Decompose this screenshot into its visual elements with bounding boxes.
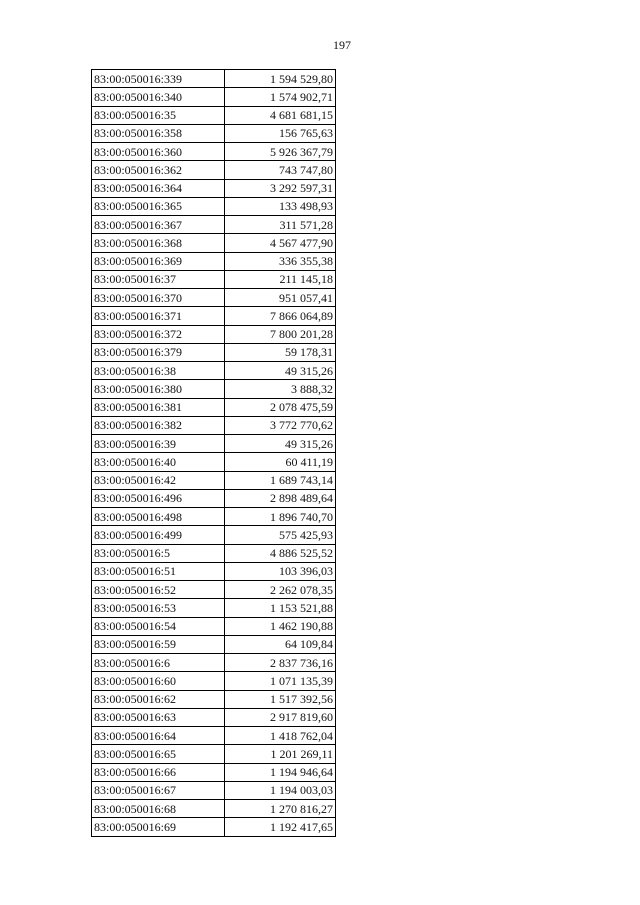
table-row [92, 708, 336, 726]
cadastral-number-cell: 83:00:050016:358 [92, 124, 225, 142]
cadastral-number-cell: 83:00:050016:42 [92, 471, 225, 489]
value-cell: 64 109,84 [225, 635, 336, 653]
value-cell: 1 517 392,56 [225, 690, 336, 708]
cadastral-number-cell: 83:00:050016:380 [92, 380, 225, 398]
table-row [92, 471, 336, 489]
cadastral-number-cell: 83:00:050016:339 [92, 70, 225, 88]
value-cell: 951 057,41 [225, 289, 336, 307]
table-row [92, 124, 336, 142]
value-cell: 5 926 367,79 [225, 143, 336, 161]
cadastral-number-cell: 83:00:050016:360 [92, 143, 225, 161]
value-cell: 1 418 762,04 [225, 727, 336, 745]
table-row [92, 781, 336, 799]
value-cell: 575 425,93 [225, 526, 336, 544]
cadastral-number-cell: 83:00:050016:6 [92, 654, 225, 672]
value-cell: 1 153 521,88 [225, 599, 336, 617]
table-row [92, 745, 336, 763]
cadastral-number-cell: 83:00:050016:498 [92, 508, 225, 526]
cadastral-number-cell: 83:00:050016:51 [92, 562, 225, 580]
value-cell: 1 896 740,70 [225, 508, 336, 526]
value-cell: 1 192 417,65 [225, 818, 336, 836]
table-row [92, 654, 336, 672]
value-cell: 156 765,63 [225, 124, 336, 142]
table-row [92, 197, 336, 215]
value-cell: 1 194 946,64 [225, 763, 336, 781]
value-cell: 1 574 902,71 [225, 88, 336, 106]
table-row [92, 289, 336, 307]
table-row [92, 617, 336, 635]
table-row [92, 672, 336, 690]
cadastral-number-cell: 83:00:050016:68 [92, 800, 225, 818]
value-cell: 49 315,26 [225, 362, 336, 380]
value-cell: 2 837 736,16 [225, 654, 336, 672]
cadastral-number-cell: 83:00:050016:39 [92, 435, 225, 453]
value-cell: 1 462 190,88 [225, 617, 336, 635]
table-row [92, 252, 336, 270]
cadastral-number-cell: 83:00:050016:370 [92, 289, 225, 307]
cadastral-number-cell: 83:00:050016:35 [92, 106, 225, 124]
table-row [92, 307, 336, 325]
value-cell: 4 567 477,90 [225, 234, 336, 252]
cadastral-number-cell: 83:00:050016:54 [92, 617, 225, 635]
page-number: 197 [333, 38, 351, 52]
value-cell: 3 888,32 [225, 380, 336, 398]
value-cell: 1 270 816,27 [225, 800, 336, 818]
cadastral-number-cell: 83:00:050016:364 [92, 179, 225, 197]
value-cell: 3 292 597,31 [225, 179, 336, 197]
value-cell: 336 355,38 [225, 252, 336, 270]
table-row [92, 763, 336, 781]
value-cell: 49 315,26 [225, 435, 336, 453]
table-row [92, 435, 336, 453]
table-row [92, 818, 336, 836]
table-row [92, 690, 336, 708]
cadastral-number-cell: 83:00:050016:367 [92, 216, 225, 234]
cadastral-number-cell: 83:00:050016:369 [92, 252, 225, 270]
table-row [92, 270, 336, 288]
table-row [92, 489, 336, 507]
cadastral-number-cell: 83:00:050016:362 [92, 161, 225, 179]
table-body [92, 70, 336, 837]
table-row [92, 727, 336, 745]
value-cell: 3 772 770,62 [225, 416, 336, 434]
cadastral-number-cell: 83:00:050016:66 [92, 763, 225, 781]
table-row [92, 143, 336, 161]
table-row [92, 562, 336, 580]
table-row [92, 635, 336, 653]
value-cell: 2 917 819,60 [225, 708, 336, 726]
cadastral-number-cell: 83:00:050016:38 [92, 362, 225, 380]
value-cell: 2 898 489,64 [225, 489, 336, 507]
cadastral-number-cell: 83:00:050016:371 [92, 307, 225, 325]
value-cell: 2 262 078,35 [225, 581, 336, 599]
value-cell: 7 800 201,28 [225, 325, 336, 343]
value-cell: 1 071 135,39 [225, 672, 336, 690]
value-cell: 1 594 529,80 [225, 70, 336, 88]
value-cell: 1 201 269,11 [225, 745, 336, 763]
value-cell: 59 178,31 [225, 343, 336, 361]
cadastral-number-cell: 83:00:050016:379 [92, 343, 225, 361]
value-cell: 1 689 743,14 [225, 471, 336, 489]
value-cell: 60 411,19 [225, 453, 336, 471]
value-cell: 133 498,93 [225, 197, 336, 215]
value-cell: 7 866 064,89 [225, 307, 336, 325]
cadastral-value-table [91, 69, 336, 837]
table-row [92, 88, 336, 106]
cadastral-number-cell: 83:00:050016:62 [92, 690, 225, 708]
cadastral-number-cell: 83:00:050016:65 [92, 745, 225, 763]
value-cell: 1 194 003,03 [225, 781, 336, 799]
cadastral-number-cell: 83:00:050016:64 [92, 727, 225, 745]
value-cell: 2 078 475,59 [225, 398, 336, 416]
table-row [92, 380, 336, 398]
table-row [92, 216, 336, 234]
cadastral-number-cell: 83:00:050016:381 [92, 398, 225, 416]
table-row [92, 508, 336, 526]
cadastral-number-cell: 83:00:050016:372 [92, 325, 225, 343]
cadastral-number-cell: 83:00:050016:67 [92, 781, 225, 799]
table-row [92, 343, 336, 361]
value-cell: 311 571,28 [225, 216, 336, 234]
table-row [92, 526, 336, 544]
table-row [92, 70, 336, 88]
table-row [92, 453, 336, 471]
value-cell: 103 396,03 [225, 562, 336, 580]
table-row [92, 800, 336, 818]
table-row [92, 362, 336, 380]
cadastral-number-cell: 83:00:050016:368 [92, 234, 225, 252]
cadastral-number-cell: 83:00:050016:53 [92, 599, 225, 617]
cadastral-number-cell: 83:00:050016:69 [92, 818, 225, 836]
table-row [92, 599, 336, 617]
value-cell: 4 681 681,15 [225, 106, 336, 124]
value-cell: 4 886 525,52 [225, 544, 336, 562]
table-row [92, 234, 336, 252]
table-row [92, 581, 336, 599]
cadastral-number-cell: 83:00:050016:340 [92, 88, 225, 106]
cadastral-number-cell: 83:00:050016:5 [92, 544, 225, 562]
value-cell: 211 145,18 [225, 270, 336, 288]
cadastral-number-cell: 83:00:050016:496 [92, 489, 225, 507]
table-row [92, 544, 336, 562]
table-row [92, 398, 336, 416]
cadastral-number-cell: 83:00:050016:40 [92, 453, 225, 471]
cadastral-number-cell: 83:00:050016:365 [92, 197, 225, 215]
cadastral-number-cell: 83:00:050016:52 [92, 581, 225, 599]
table-row [92, 416, 336, 434]
cadastral-number-cell: 83:00:050016:59 [92, 635, 225, 653]
cadastral-number-cell: 83:00:050016:499 [92, 526, 225, 544]
table-row [92, 161, 336, 179]
cadastral-number-cell: 83:00:050016:60 [92, 672, 225, 690]
table-row [92, 179, 336, 197]
table-row [92, 325, 336, 343]
cadastral-number-cell: 83:00:050016:63 [92, 708, 225, 726]
cadastral-number-cell: 83:00:050016:382 [92, 416, 225, 434]
value-cell: 743 747,80 [225, 161, 336, 179]
cadastral-number-cell: 83:00:050016:37 [92, 270, 225, 288]
table-row [92, 106, 336, 124]
